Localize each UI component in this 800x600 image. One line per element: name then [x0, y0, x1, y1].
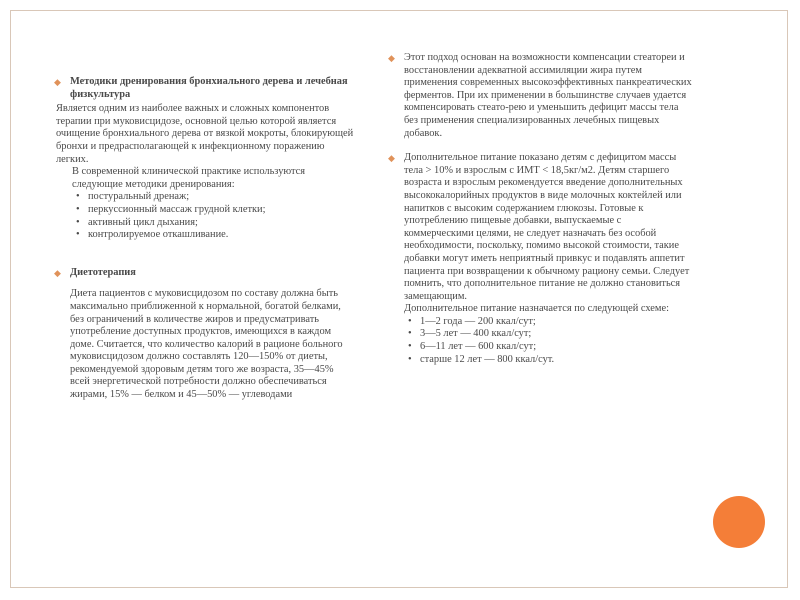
drainage-body [56, 103, 354, 166]
list-item: • активный цикл дыхания; [72, 217, 354, 230]
orange-circle-decoration [713, 496, 765, 548]
section-heading-diet: Диетотерапия [70, 266, 136, 278]
drainage-list [56, 191, 354, 241]
right-para1-text: Этот подход основан на возможности компенсации стеатореи и восстановлении адекватной ассимиляции жира путем применения современных высокоэффективных панкреатических ферментов. При их применении в большинстве случаев удается компенсировать стеато-рею и уменьшить дефицит массы тела без применения специализированных лечебных пищевых добавок. [404, 52, 692, 139]
spacer [54, 242, 354, 267]
right-paragraph-1 [388, 52, 693, 140]
right-paragraph-2 [388, 152, 693, 366]
list-item: • 6—11 лет — 600 ккал/сут; [404, 341, 693, 354]
diamond-bullet-icon: ◆ [388, 53, 395, 63]
drainage-body-block [56, 103, 354, 242]
section-diet [54, 267, 354, 280]
right-para3-text: Дополнительное питание назначается по следующей схеме: [404, 303, 669, 315]
section-drainage [54, 76, 354, 101]
calorie-list [404, 316, 693, 366]
list-item: • старше 12 лет — 800 ккал/сут. [404, 354, 693, 367]
diamond-bullet-icon: ◆ [54, 267, 61, 278]
right-column [388, 52, 693, 366]
list-item: • 1—2 года — 200 ккал/сут; [404, 316, 693, 329]
list-item: • контролируемое откашливание. [72, 229, 354, 242]
drainage-body2: В современной клинической практике используются следующие методики дренирования: [72, 166, 306, 190]
left-column [54, 76, 354, 402]
right-para2-text: Дополнительное питание показано детям с дефицитом массы тела > 10% и взрослым с ИМТ < 18,5кг/м2. Детям старшего возраста и взрослым рекомендуется введение дополнительных высококалорийных продуктов в виде молочных коктейлей или напитков с высоким содержанием глюкозы. Готовые к употреблению пищевые добавки, выпускаемые с коммерческими целями, не следует назначать без особой необходимости, поскольку, помимо высокой стоимости, такие добавки могут иметь неприятный привкус и подавлять аппетит пациента при возвращении к обычному рациону семьи. Следует помнить, что дополнительное питание не должно становиться замещающим. [404, 152, 690, 302]
diet-body: Диета пациентов с муковисцидозом по составу должна быть максимально приближенной к нормальной, богатой белками, без ограничений в количестве жиров и предусматривать употребление доступных продуктов, имеющихся в каждом доме. Считается, что количество калорий в рационе больного муковисцидозом должно составлять 120—150% от диеты, рекомендуемой здоровым детям того же возраста, 35—45% всей энергетической потребности должно обеспечиваться жирами, 15% — белком и 45—50% — углеводами [70, 288, 343, 401]
section-heading-drainage: Методики дренирования бронхиального дерева и лечебная физкультура [70, 76, 348, 100]
list-item: • постуральный дренаж; [72, 191, 354, 204]
list-item: • перкуссионный массаж грудной клетки; [72, 204, 354, 217]
drainage-body-text: Является одним из наиболее важных и сложных компонентов терапии при муковисцидозе, основной целью которой является очищение бронхиального дерева от вязкой мокроты, блокирующей бронхи и предрасполагающей к инфекционному поражению легких. [56, 103, 354, 165]
list-item: • 3—5 лет — 400 ккал/сут; [404, 328, 693, 341]
diamond-bullet-icon: ◆ [388, 153, 395, 164]
diamond-bullet-icon: ◆ [54, 77, 61, 87]
